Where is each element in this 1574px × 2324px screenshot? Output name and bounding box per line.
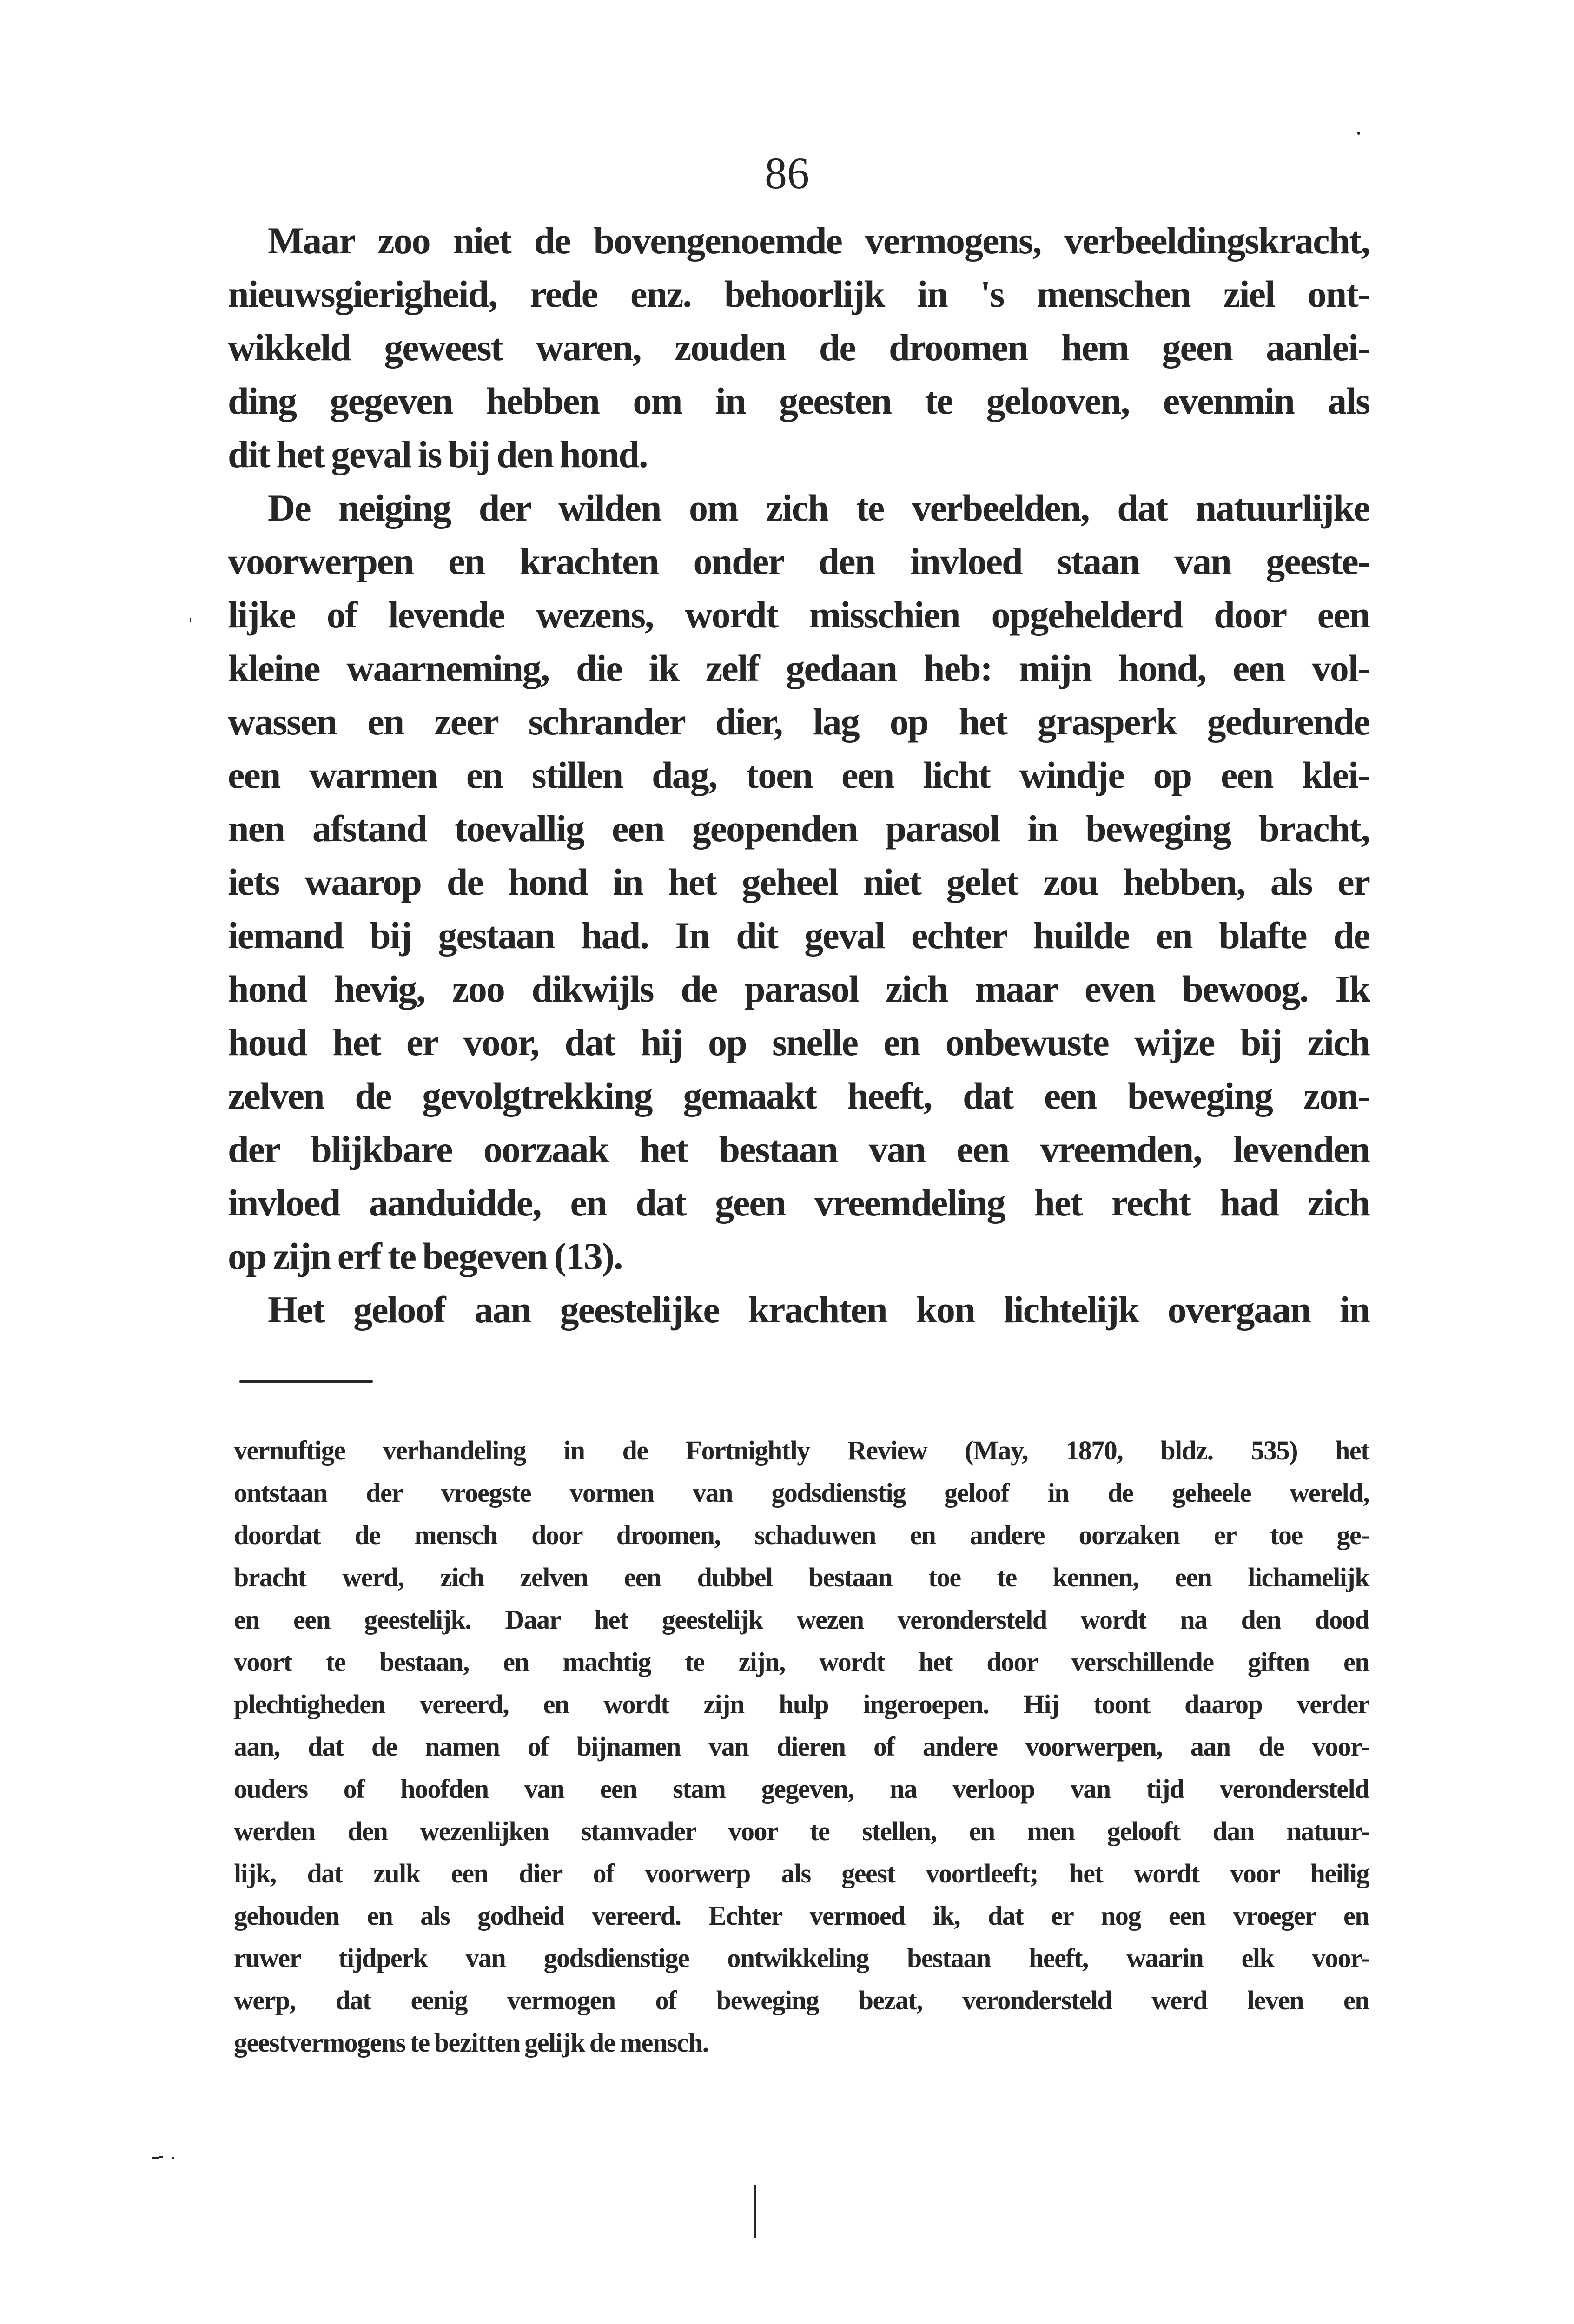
footnote-line: aan, dat de namen of bijnamen van dieren of andere voorwerpen, aan de voor- — [234, 1731, 1369, 1762]
text-line: zelven de gevolgtrekking gemaakt heeft, dat een beweging zon- — [228, 1075, 1369, 1117]
text-line: iets waarop de hond in het geheel niet gelet zou hebben, als er — [228, 861, 1369, 903]
text-line: invloed aanduidde, en dat geen vreemdeling het recht had zich — [228, 1182, 1369, 1224]
footnote-line: en een geestelijk. Daar het geestelijk wezen verondersteld wordt na den dood — [234, 1604, 1369, 1635]
footnote-line: ontstaan der vroegste vormen van godsdienstig geloof in de geheele wereld, — [234, 1478, 1369, 1508]
page-number: 86 — [765, 148, 809, 198]
text-line: een warmen en stillen dag, toen een licht windje op een klei- — [228, 754, 1369, 796]
text-line: hond hevig, zoo dikwijls de parasol zich maar even bewoog. Ik — [228, 968, 1369, 1010]
footnote — [234, 1429, 1369, 2064]
text-line: dit het geval is bij den hond. — [228, 433, 648, 475]
text-line: der blijkbare oorzaak het bestaan van een vreemden, levenden — [228, 1128, 1369, 1170]
footnote-line: geestvermogens te bezitten gelijk de mensch. — [234, 2027, 708, 2058]
footnote-line: ouders of hoofden van een stam gegeven, na verloop van tijd verondersteld — [234, 1774, 1369, 1804]
text-line: De neiging der wilden om zich te verbeelden, dat natuurlijke — [268, 487, 1369, 529]
text-line: op zijn erf te begeven (13). — [228, 1235, 622, 1277]
text-line: Maar zoo niet de bovengenoemde vermogens, verbeeldingskracht, — [268, 219, 1369, 262]
scan-speck — [1357, 132, 1360, 135]
footnote-line: werden den wezenlijken stamvader voor te stellen, en men gelooft dan natuur- — [234, 1816, 1369, 1846]
scan-speck — [190, 618, 191, 622]
text-line: wassen en zeer schrander dier, lag op het grasperk gedurende — [228, 700, 1369, 743]
footnote-line: gehouden en als godheid vereerd. Echter vermoed ik, dat er nog een vroeger en — [234, 1901, 1369, 1931]
text-line: nen afstand toevallig een geopenden parasol in beweging bracht, — [228, 807, 1369, 850]
footnote-line: bracht werd, zich zelven een dubbel bestaan toe te kennen, een lichamelijk — [234, 1562, 1369, 1592]
text-line: wikkeld geweest waren, zouden de droomen hem geen aanlei- — [228, 326, 1369, 369]
footnote-line: vernuftige verhandeling in de Fortnightly Review (May, 1870, bldz. 535) het — [234, 1435, 1369, 1466]
body-text — [228, 214, 1369, 1336]
paragraph — [228, 481, 1369, 1283]
text-line: houd het er voor, dat hij op snelle en onbewuste wijze bij zich — [228, 1021, 1369, 1063]
scan-mark-vertical — [754, 2185, 756, 2238]
footnote-separator — [239, 1380, 373, 1383]
text-line: lijke of levende wezens, wordt misschien opgehelderd door een — [228, 594, 1369, 636]
text-line: nieuwsgierigheid, rede enz. behoorlijk in 's menschen ziel ont- — [228, 273, 1369, 315]
footnote-line: doordat de mensch door droomen, schaduwen en andere oorzaken er toe ge- — [234, 1520, 1369, 1550]
paragraph — [228, 1283, 1369, 1336]
text-line: Het geloof aan geestelijke krachten kon lichtelijk overgaan in — [268, 1288, 1369, 1331]
text-line: iemand bij gestaan had. In dit geval echter huilde en blafte de — [228, 914, 1369, 957]
scan-speck — [172, 2157, 174, 2159]
text-line: voorwerpen en krachten onder den invloed staan van geeste- — [228, 540, 1369, 582]
footnote-line: ruwer tijdperk van godsdienstige ontwikkeling bestaan heeft, waarin elk voor- — [234, 1943, 1369, 1973]
footnote-line: voort te bestaan, en machtig te zijn, wordt het door verschillende giften en — [234, 1647, 1369, 1677]
paragraph — [228, 214, 1369, 481]
scan-speck — [152, 2157, 159, 2159]
footnote-line: werp, dat eenig vermogen of beweging bezat, verondersteld werd leven en — [234, 1985, 1369, 2015]
text-line: kleine waarneming, die ik zelf gedaan heb: mijn hond, een vol- — [228, 647, 1369, 689]
scan-speck — [159, 2156, 163, 2158]
footnote-line: plechtigheden vereerd, en wordt zijn hulp ingeroepen. Hij toont daarop verder — [234, 1689, 1369, 1719]
footnote-line: lijk, dat zulk een dier of voorwerp als geest voortleeft; het wordt voor heilig — [234, 1858, 1369, 1888]
text-line: ding gegeven hebben om in geesten te gelooven, evenmin als — [228, 380, 1369, 422]
